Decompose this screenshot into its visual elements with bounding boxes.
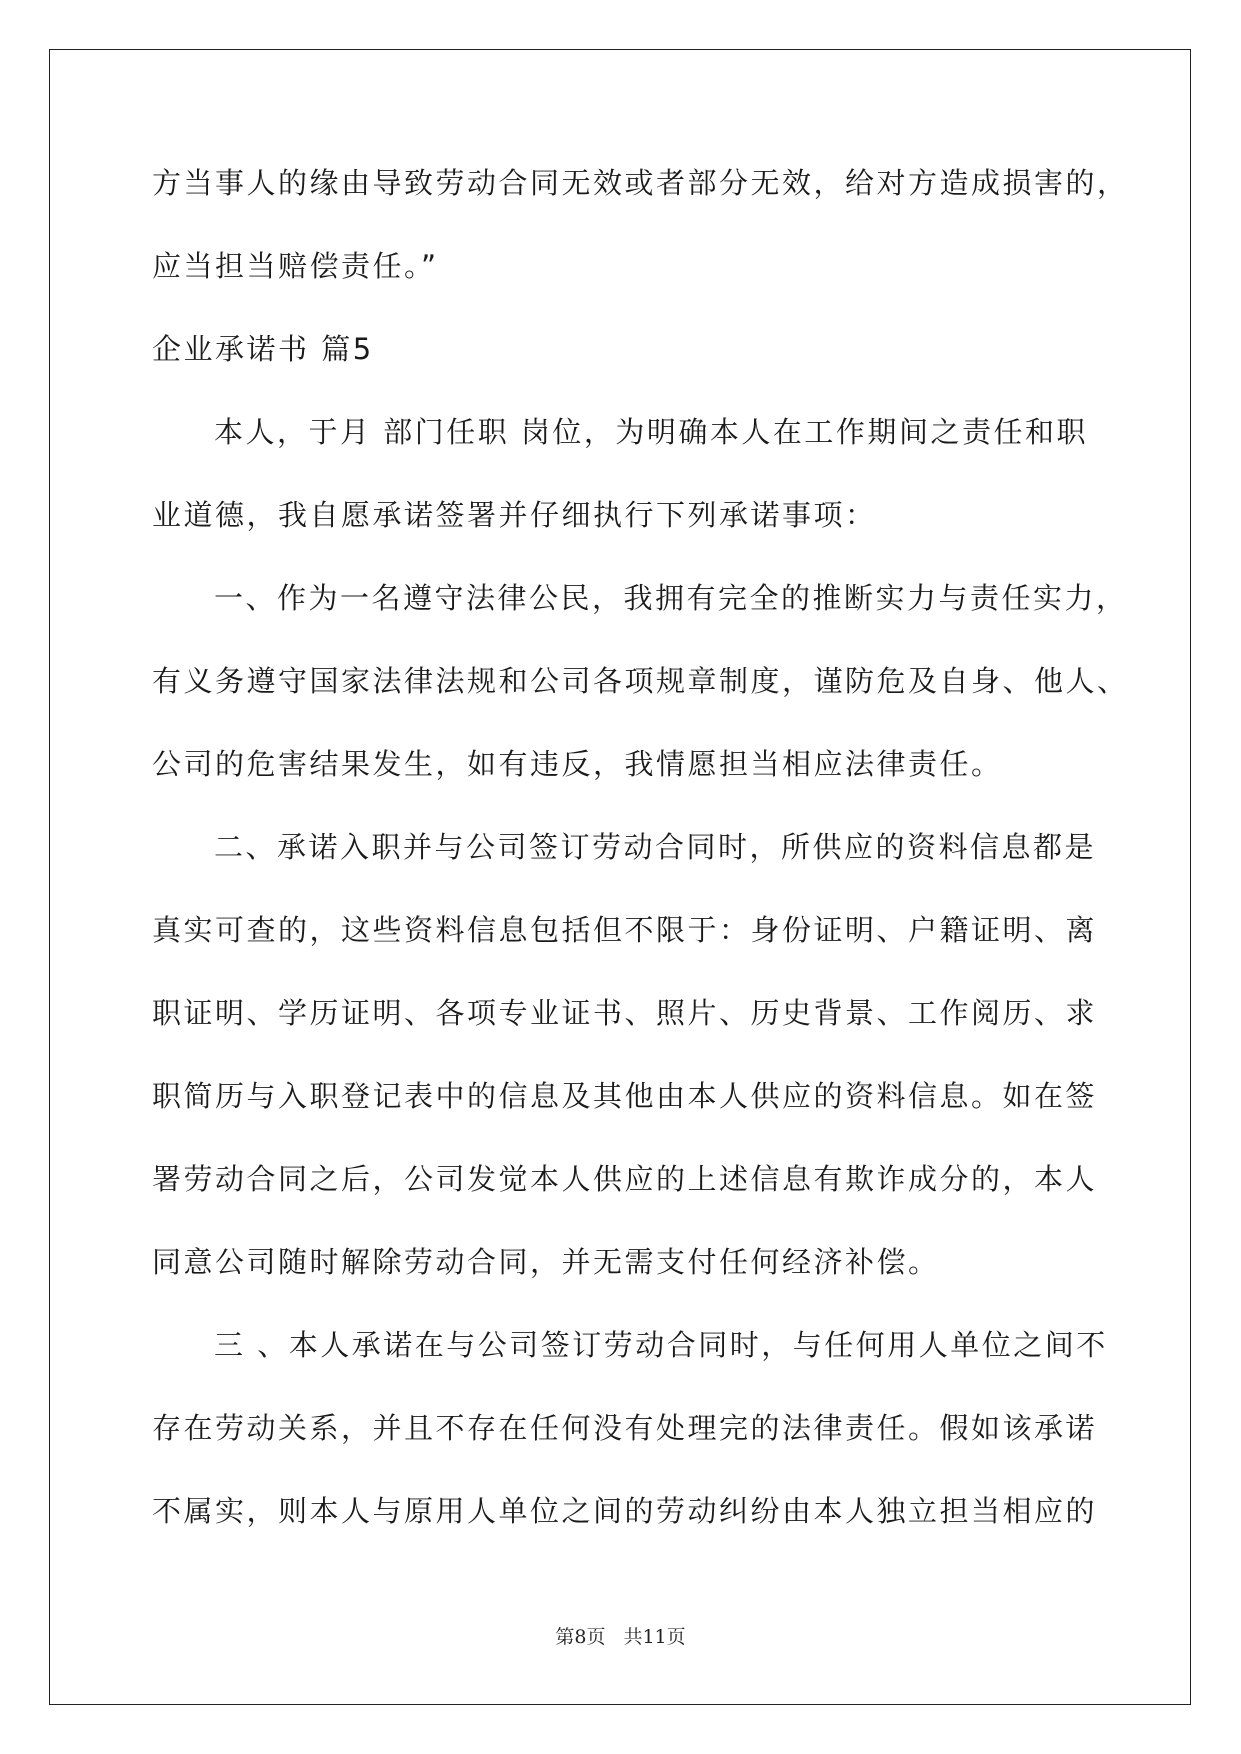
page-total: 共11页 (623, 1626, 686, 1648)
text-line: 公司的危害结果发生，如有违反，我情愿担当相应法律责任。 (152, 747, 1003, 781)
text-line: 职证明、学历证明、各项专业证书、照片、历史背景、工作阅历、求 (152, 996, 1098, 1030)
page-footer (0, 1622, 1241, 1649)
text-line: 业道德，我自愿承诺签署并仔细执行下列承诺事项： (152, 498, 877, 532)
paragraph-start: 本人，于月 部门任职 岗位，为明确本人在工作期间之责任和职 (214, 415, 1088, 449)
text-line: 不属实，则本人与原用人单位之间的劳动纠纷由本人独立担当相应的 (152, 1494, 1098, 1528)
text-line: 存在劳动关系，并且不存在任何没有处理完的法律责任。假如该承诺 (152, 1411, 1098, 1445)
text-line: 应当担当赔偿责任。” (152, 249, 439, 283)
section-heading: 企业承诺书 篇5 (152, 332, 374, 366)
paragraph-start: 一、作为一名遵守法律公民，我拥有完全的推断实力与责任实力， (214, 581, 1128, 615)
text-line: 署劳动合同之后，公司发觉本人供应的上述信息有欺诈成分的，本人 (152, 1162, 1098, 1196)
document-body (152, 163, 1129, 1574)
text-line: 同意公司随时解除劳动合同，并无需支付任何经济补偿。 (152, 1245, 940, 1279)
page-number: 第8页 (555, 1626, 606, 1648)
text-line: 真实可查的，这些资料信息包括但不限于：身份证明、户籍证明、离 (152, 913, 1098, 947)
text-line: 方当事人的缘由导致劳动合同无效或者部分无效，给对方造成损害的， (152, 166, 1129, 200)
paragraph-start: 二、承诺入职并与公司签订劳动合同时，所供应的资料信息都是 (214, 830, 1097, 864)
text-line: 有义务遵守国家法律法规和公司各项规章制度，谨防危及自身、他人、 (152, 664, 1129, 698)
text-line: 职简历与入职登记表中的信息及其他由本人供应的资料信息。如在签 (152, 1079, 1098, 1113)
paragraph-start: 三 、本人承诺在与公司签订劳动合同时，与任何用人单位之间不 (214, 1328, 1108, 1362)
